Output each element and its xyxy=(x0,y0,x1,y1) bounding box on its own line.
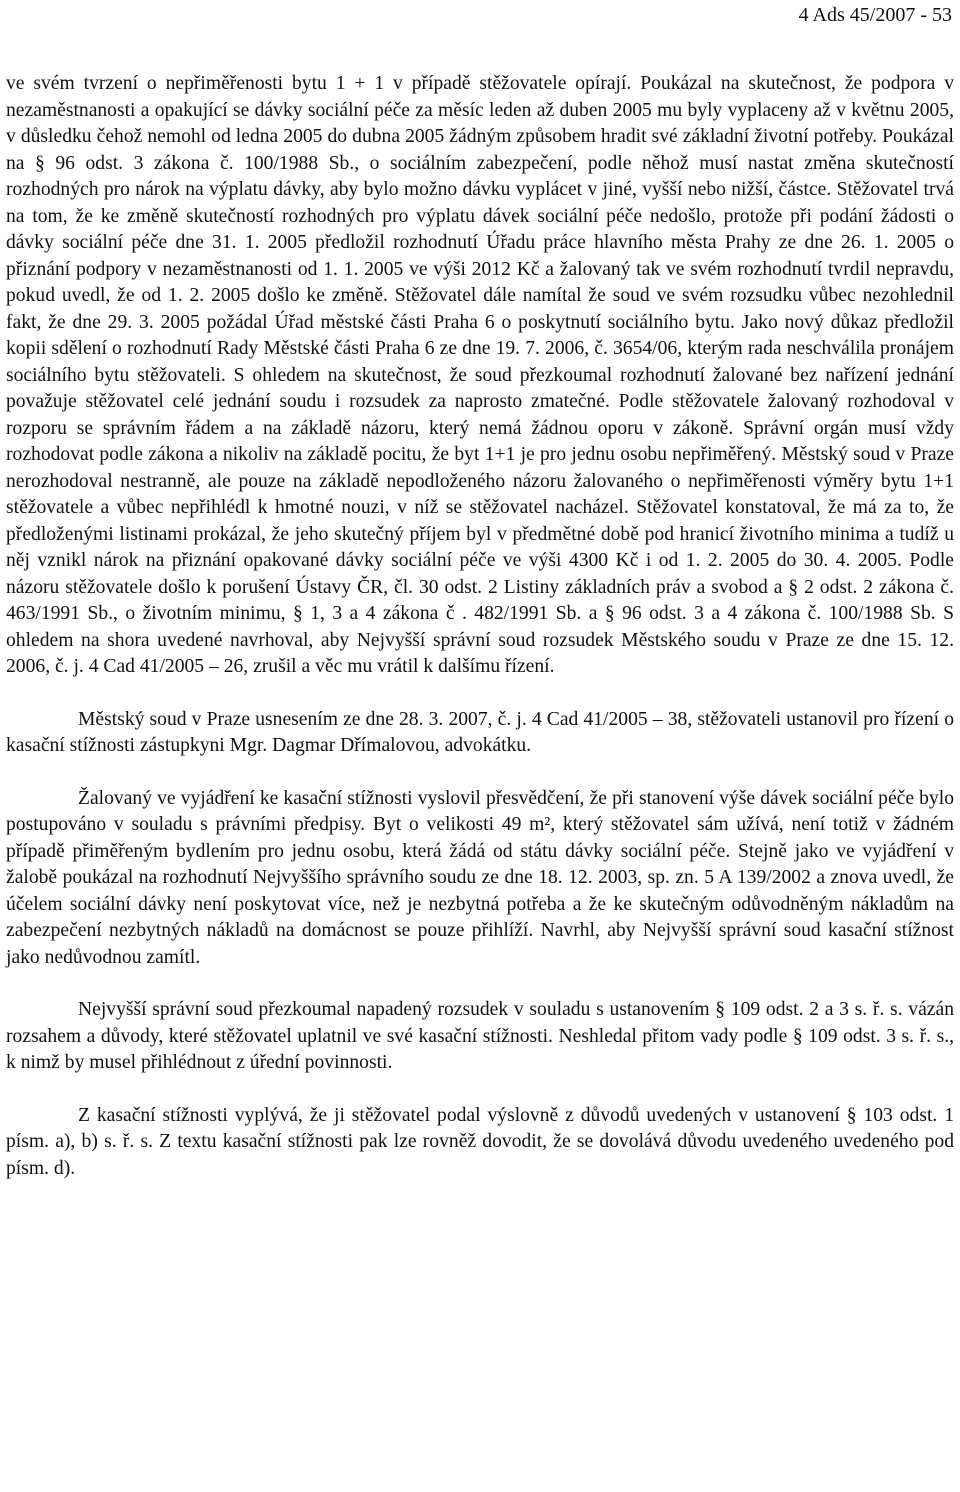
paragraph-grounds: Z kasační stížnosti vyplývá, že ji stěžovatel podal výslovně z důvodů uvedených v ustanovení § 103 odst. 1 písm. a), b) s. ř. s. Z textu kasační stížnosti pak lze rovněž dovodit, že se dovolává důvodu uvedeného uvedeného pod písm. d). xyxy=(6,1104,954,1179)
document-body xyxy=(6,71,954,1182)
paragraph-continuation: ve svém tvrzení o nepřiměřenosti bytu 1 + 1 v případě stěžovatele opírají. Poukázal na skutečnost, že podpora v nezaměstnanosti a opakující se dávky sociální péče za měsíc leden až duben 2005 mu byly vyplaceny až v květnu 2005, v důsledku čehož nemohl od ledna 2005 do dubna 2005 žádným způsobem hradit své základní životní potřeby. Poukázal na § 96 odst. 3 zákona č. 100/1988 Sb., o sociálním zabezpečení, podle něhož musí nastat změna skutečností rozhodných pro nárok na výplatu dávky, aby bylo možno dávku vyplácet v jiné, vyšší nebo nižší, částce. Stěžovatel trvá na tom, že ke změně skutečností rozhodných pro výplatu dávek sociální péče nedošlo, protože při podání žádosti o dávky sociální péče dne 31. 1. 2005 předložil rozhodnutí Úřadu práce hlavního města Prahy ze dne 26. 1. 2005 o přiznání podpory v nezaměstnanosti od 1. 1. 2005 ve výši 2012 Kč a žalovaný tak ve svém rozhodnutí tvrdil nepravdu, pokud uvedl, že od 1. 2. 2005 došlo ke změně. Stěžovatel dále namítal že soud ve svém rozsudku vůbec nezohlednil fakt, že dne 29. 3. 2005 požádal Úřad městské části Praha 6 o poskytnutí sociálního bytu. Jako nový důkaz předložil kopii sdělení o rozhodnutí Rady Městské části Praha 6 ze dne 19. 7. 2006, č. 3654/06, kterým rada neschválila pronájem sociálního bytu stěžovateli. S ohledem na skutečnost, že soud přezkoumal rozhodnutí žalované bez nařízení jednání považuje stěžovatel celé jednání soudu i rozsudek za naprosto zmatečné. Podle stěžovatele žalovaný rozhodoval v rozporu se správním řádem a na základě názoru, který nemá žádnou oporu v zákoně. Správní orgán musí vždy rozhodovat podle zákona a nikoliv na základě pocitu, že byt 1+1 je pro jednu osobu nepřiměřený. Městský soud v Praze nerozhodoval nestranně, ale pouze na základě nepodloženého názoru žalovaného o nepřiměřenosti výměry bytu 1+1 stěžovatele a vůbec nepřihlédl k hmotné nouzi, v níž se stěžovatel nacházel. Stěžovatel konstatoval, že má za to, že předloženými listinami prokázal, že jeho skutečný příjem byl v předmětné době pod hranicí životního minima a tudíž u něj vznikl nárok na přiznání opakované dávky sociální péče ve výši 4300 Kč i od 1. 2. 2005 do 30. 4. 2005. Podle názoru stěžovatele došlo k porušení Ústavy ČR, čl. 30 odst. 2 Listiny základních práv a svobod a § 2 odst. 2 zákona č. 463/1991 Sb., o životním minimu, § 1, 3 a 4 zákona č . 482/1991 Sb. a § 96 odst. 3 a 4 zákona č. 100/1988 Sb. S ohledem na shora uvedené navrhoval, aby Nejvyšší správní soud rozsudek Městského soudu v Praze ze dne 15. 12. 2006, č. j. 4 Cad 41/2005 – 26, zrušil a věc mu vrátil k dalšímu řízení. xyxy=(6,73,954,677)
page-header-reference: 4 Ads 45/2007 - 53 xyxy=(798,4,952,26)
paragraph-court-review: Nejvyšší správní soud přezkoumal napadený rozsudek v souladu s ustanovením § 109 odst. 2 a 3 s. ř. s. vázán rozsahem a důvody, které stěžovatel uplatnil ve své kasační stížnosti. Neshledal přitom vady podle § 109 odst. 3 s. ř. s., k nimž by musel přihlédnout z úřední povinnosti. xyxy=(6,999,954,1073)
paragraph-defendant-statement: Žalovaný ve vyjádření ke kasační stížnosti vyslovil přesvědčení, že při stanovení výše dávek sociální péče bylo postupováno v souladu s právními předpisy. Byt o velikosti 49 m², který stěžovatel sám užívá, není totiž v žádném případě přiměřeným bydlením pro jednu osobu, která žádá od státu dávky sociální péče. Stejně jako ve vyjádření v žalobě poukázal na rozhodnutí Nejvyššího správního soudu ze dne 18. 12. 2003, sp. zn. 5 A 139/2002 a znova uvedl, že účelem sociální dávky není poskytovat více, než je nezbytná potřeba a že ke skutečným odůvodněným nákladům na zabezpečení nezbytných nákladů na domácnost se pouze přihlíží. Navrhl, aby Nejvyšší správní soud kasační stížnost jako nedůvodnou zamítl. xyxy=(6,787,954,968)
paragraph-appointment: Městský soud v Praze usnesením ze dne 28. 3. 2007, č. j. 4 Cad 41/2005 – 38, stěžovateli ustanovil pro řízení o kasační stížnosti zástupkyni Mgr. Dagmar Dřímalovou, advokátku. xyxy=(6,708,954,756)
